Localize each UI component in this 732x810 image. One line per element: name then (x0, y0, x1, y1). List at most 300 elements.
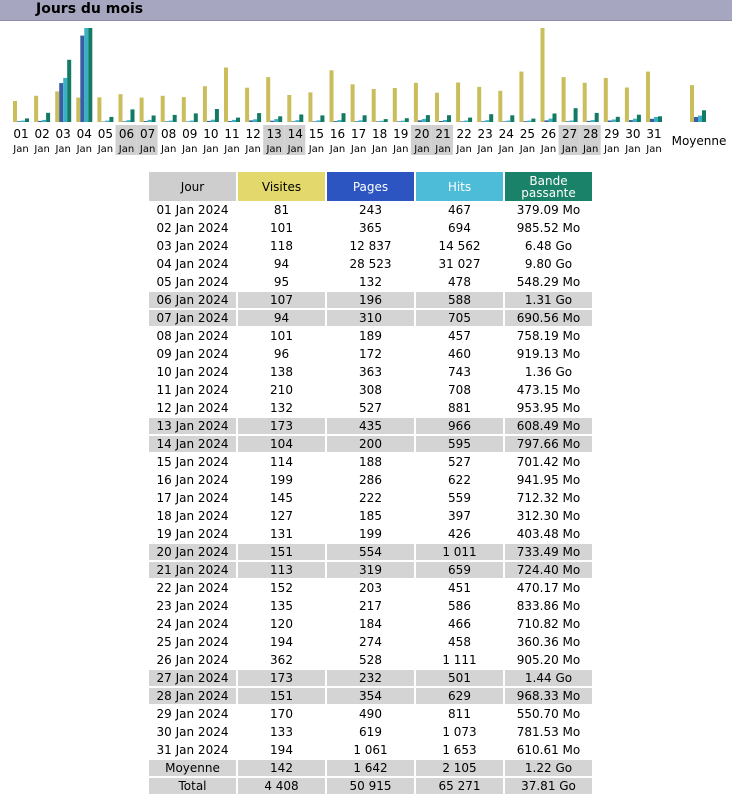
cell-visits: 101 (238, 328, 325, 346)
bar-visites (55, 91, 59, 122)
table-row (149, 616, 592, 634)
daily-stats-table (147, 171, 594, 796)
bar-visites (140, 98, 144, 122)
cell-hits: 1 011 (416, 544, 503, 562)
bar-hits (527, 121, 531, 122)
cell-bandwidth: 953.95 Mo (505, 400, 592, 418)
bar-hits (21, 121, 25, 122)
table-row (149, 328, 592, 346)
table-row (149, 202, 592, 220)
cell-hits: 705 (416, 310, 503, 328)
cell-visits: 133 (238, 724, 325, 742)
cell-hits: 451 (416, 580, 503, 598)
table-row (149, 256, 592, 274)
bar-hits (232, 120, 236, 122)
bar-bande (236, 118, 240, 122)
cell-visits: 104 (238, 436, 325, 454)
table-row (149, 688, 592, 706)
bar-pages (249, 120, 253, 122)
bar-visites (203, 86, 207, 122)
bar-visites (161, 96, 165, 122)
chart-svg (0, 21, 732, 156)
bar-pages (291, 121, 295, 122)
table-row (149, 598, 592, 616)
bar-bande (25, 118, 29, 122)
cell-pages: 28 523 (327, 256, 414, 274)
day-label: 08 (161, 127, 177, 141)
day-label: 25 (519, 127, 536, 141)
cell-hits: 478 (416, 274, 503, 292)
cell-visits: 95 (238, 274, 325, 292)
bar-hits (63, 78, 67, 122)
cell-pages: 203 (327, 580, 414, 598)
bar-visites (224, 68, 228, 123)
cell-day: 02 Jan 2024 (149, 220, 236, 238)
cell-day: 03 Jan 2024 (149, 238, 236, 256)
month-label: Jan (34, 144, 50, 155)
cell-pages: 199 (327, 526, 414, 544)
bar-hits (127, 120, 131, 122)
bar-pages (523, 121, 527, 122)
avg-bar-hits (698, 116, 702, 122)
cell-pages: 243 (327, 202, 414, 220)
cell-hits: 595 (416, 436, 503, 454)
bar-bande (278, 116, 282, 122)
cell-hits: 588 (416, 292, 503, 310)
bar-hits (591, 120, 595, 122)
month-label: Jan (13, 144, 29, 155)
cell-visits: 173 (238, 670, 325, 688)
month-label: Jan (329, 144, 346, 155)
cell-bandwidth: 360.36 Mo (505, 634, 592, 652)
day-label: 01 (13, 127, 29, 141)
cell-day: 21 Jan 2024 (149, 562, 236, 580)
col-header-bandwidth-line2: passante (521, 185, 576, 200)
bar-bande (194, 113, 198, 122)
bar-hits (380, 121, 384, 122)
day-label: 23 (477, 127, 493, 141)
bar-pages (312, 121, 316, 122)
cell-visits: 194 (238, 742, 325, 760)
bar-bande (320, 115, 324, 122)
cell-visits: 132 (238, 400, 325, 418)
day-label: 07 (139, 127, 156, 141)
bar-visites (245, 88, 249, 122)
cell-hits: 460 (416, 346, 503, 364)
cell-day: 22 Jan 2024 (149, 580, 236, 598)
cell-pages: 12 837 (327, 238, 414, 256)
cell-bandwidth: 905.20 Mo (505, 652, 592, 670)
month-label: Jan (456, 144, 472, 155)
col-header-bandwidth (505, 171, 592, 202)
cell-visits: 101 (238, 220, 325, 238)
cell-visits: 151 (238, 544, 325, 562)
cell-bandwidth: 781.53 Mo (505, 724, 592, 742)
bar-bande (405, 118, 409, 122)
month-label: Jan (393, 144, 409, 155)
table-row (149, 364, 592, 382)
bar-pages (334, 121, 338, 122)
bar-hits (422, 119, 426, 122)
month-label: Jan (308, 144, 325, 155)
bar-hits (253, 119, 257, 122)
bar-bande (46, 113, 50, 122)
bar-hits (190, 121, 194, 122)
bar-visites (330, 70, 334, 122)
bar-pages (608, 121, 612, 123)
avg-bar-visites (690, 85, 694, 122)
cell-visits: 199 (238, 472, 325, 490)
cell-hits: 629 (416, 688, 503, 706)
cell-bandwidth: 403.48 Mo (505, 526, 592, 544)
bar-bande (215, 109, 219, 122)
bar-bande (299, 115, 303, 123)
day-label: 30 (625, 127, 641, 141)
table-row (149, 292, 592, 310)
cell-bandwidth: 710.82 Mo (505, 616, 592, 634)
col-header-pages: Pages (327, 171, 414, 202)
bar-bande (67, 60, 71, 122)
cell-pages: 132 (327, 274, 414, 292)
cell-hits: 659 (416, 562, 503, 580)
cell-bandwidth: 9.80 Go (505, 256, 592, 274)
table-row (149, 490, 592, 508)
bar-pages (80, 36, 84, 122)
bar-pages (460, 121, 464, 122)
total-pages: 50 915 (327, 778, 414, 796)
cell-bandwidth: 473.15 Mo (505, 382, 592, 400)
bar-pages (186, 122, 190, 123)
cell-pages: 185 (327, 508, 414, 526)
day-label: 27 (561, 127, 578, 141)
bar-visites (372, 89, 376, 122)
bar-visites (287, 95, 291, 122)
cell-bandwidth: 608.49 Mo (505, 418, 592, 436)
day-label: 18 (372, 127, 388, 141)
day-label: 16 (329, 127, 346, 141)
day-label: 15 (308, 127, 325, 141)
day-label: 10 (203, 127, 219, 141)
cell-hits: 586 (416, 598, 503, 616)
cell-pages: 217 (327, 598, 414, 616)
cell-visits: 151 (238, 688, 325, 706)
month-label: Jan (224, 144, 240, 155)
bar-pages (123, 121, 127, 122)
cell-day: 24 Jan 2024 (149, 616, 236, 634)
average-label: Moyenne (149, 760, 236, 778)
day-label: 31 (646, 127, 662, 141)
cell-hits: 426 (416, 526, 503, 544)
cell-bandwidth: 379.09 Mo (505, 202, 592, 220)
bar-hits (401, 121, 405, 122)
cell-bandwidth: 1.36 Go (505, 364, 592, 382)
bar-hits (148, 120, 152, 122)
bar-bande (152, 116, 156, 123)
month-label: Jan (97, 144, 114, 155)
bar-bande (510, 115, 514, 122)
table-row (149, 436, 592, 454)
month-label: Jan (498, 144, 515, 155)
bar-bande (595, 113, 599, 122)
bar-pages (144, 121, 148, 122)
cell-bandwidth: 1.44 Go (505, 670, 592, 688)
cell-pages: 310 (327, 310, 414, 328)
cell-visits: 138 (238, 364, 325, 382)
bar-pages (397, 121, 401, 122)
total-bandwidth: 37.81 Go (505, 778, 592, 796)
cell-visits: 173 (238, 418, 325, 436)
bar-bande (574, 108, 578, 122)
bar-hits (633, 119, 637, 122)
table-row (149, 652, 592, 670)
bar-hits (464, 121, 468, 122)
table-row (149, 454, 592, 472)
cell-pages: 200 (327, 436, 414, 454)
bar-pages (355, 121, 359, 122)
cell-bandwidth: 470.17 Mo (505, 580, 592, 598)
bar-bande (342, 113, 346, 122)
cell-hits: 966 (416, 418, 503, 436)
table-row (149, 562, 592, 580)
table-row (149, 400, 592, 418)
cell-bandwidth: 733.49 Mo (505, 544, 592, 562)
cell-bandwidth: 985.52 Mo (505, 220, 592, 238)
bar-bande (447, 115, 451, 122)
bar-visites (351, 84, 355, 122)
bar-bande (257, 113, 261, 122)
bar-pages (228, 121, 232, 122)
bar-pages (165, 121, 169, 122)
bar-bande (131, 109, 135, 122)
bar-bande (658, 116, 662, 122)
bar-pages (566, 121, 570, 122)
table-row (149, 382, 592, 400)
cell-day: 14 Jan 2024 (149, 436, 236, 454)
day-label: 29 (604, 127, 620, 141)
avg-bar-bande (702, 110, 706, 122)
month-label: Jan (350, 144, 367, 155)
cell-hits: 397 (416, 508, 503, 526)
day-label: 19 (393, 127, 409, 141)
cell-visits: 135 (238, 598, 325, 616)
bar-bande (553, 114, 557, 123)
day-label: 22 (456, 127, 472, 141)
bar-visites (266, 77, 270, 122)
bar-visites (604, 78, 608, 122)
bar-visites (435, 93, 439, 122)
day-label: 21 (435, 127, 451, 141)
bar-pages (207, 121, 211, 122)
day-label: 12 (245, 127, 261, 141)
cell-day: 01 Jan 2024 (149, 202, 236, 220)
bar-pages (502, 121, 506, 122)
month-label: Jan (477, 144, 493, 155)
col-header-bandwidth-line1: Bande (529, 173, 568, 188)
day-label: 03 (55, 127, 71, 141)
daily-bar-chart (0, 21, 732, 156)
cell-day: 13 Jan 2024 (149, 418, 236, 436)
cell-day: 07 Jan 2024 (149, 310, 236, 328)
table-row (149, 670, 592, 688)
day-label: 13 (266, 127, 282, 141)
bar-hits (316, 120, 320, 122)
month-label: Jan (160, 144, 177, 155)
section-title: Jours du mois (36, 1, 144, 17)
cell-day: 20 Jan 2024 (149, 544, 236, 562)
cell-day: 17 Jan 2024 (149, 490, 236, 508)
bar-hits (359, 120, 363, 122)
cell-day: 30 Jan 2024 (149, 724, 236, 742)
bar-visites (498, 91, 502, 122)
average-label: Moyenne (671, 134, 727, 148)
cell-bandwidth: 701.42 Mo (505, 454, 592, 472)
month-label: Jan (371, 144, 388, 155)
cell-visits: 210 (238, 382, 325, 400)
bar-visites (583, 83, 587, 122)
cell-bandwidth: 548.29 Mo (505, 274, 592, 292)
bar-visites (541, 28, 545, 122)
month-label: Jan (604, 144, 620, 155)
cell-pages: 222 (327, 490, 414, 508)
day-label: 26 (540, 127, 557, 141)
total-label: Total (149, 778, 236, 796)
cell-bandwidth: 919.13 Mo (505, 346, 592, 364)
cell-bandwidth: 758.19 Mo (505, 328, 592, 346)
month-label: Jan (245, 144, 261, 155)
cell-pages: 1 061 (327, 742, 414, 760)
bar-visites (76, 98, 80, 122)
cell-visits: 113 (238, 562, 325, 580)
bar-bande (531, 119, 535, 122)
table-row (149, 238, 592, 256)
average-pages: 1 642 (327, 760, 414, 778)
bar-pages (439, 121, 443, 122)
bar-bande (88, 28, 92, 122)
bar-hits (274, 119, 278, 122)
cell-visits: 81 (238, 202, 325, 220)
bar-hits (570, 121, 574, 123)
bar-visites (97, 97, 101, 122)
table-row (149, 418, 592, 436)
table-row (149, 724, 592, 742)
cell-day: 12 Jan 2024 (149, 400, 236, 418)
bar-visites (393, 88, 397, 122)
bar-bande (426, 115, 430, 122)
day-label: 20 (414, 127, 430, 141)
table-row (149, 742, 592, 760)
day-label: 09 (182, 127, 198, 141)
cell-hits: 457 (416, 328, 503, 346)
col-header-hits: Hits (416, 171, 503, 202)
cell-visits: 114 (238, 454, 325, 472)
cell-visits: 170 (238, 706, 325, 724)
cell-bandwidth: 968.33 Mo (505, 688, 592, 706)
bar-visites (308, 92, 312, 122)
table-row (149, 526, 592, 544)
cell-visits: 145 (238, 490, 325, 508)
cell-hits: 501 (416, 670, 503, 688)
bar-visites (182, 97, 186, 122)
table-row (149, 634, 592, 652)
month-label: Jan (625, 144, 641, 155)
table-row (149, 544, 592, 562)
cell-day: 05 Jan 2024 (149, 274, 236, 292)
cell-pages: 490 (327, 706, 414, 724)
cell-hits: 14 562 (416, 238, 503, 256)
average-bandwidth: 1.22 Go (505, 760, 592, 778)
month-label: Jan (540, 144, 557, 155)
cell-day: 19 Jan 2024 (149, 526, 236, 544)
total-row (149, 778, 592, 796)
cell-pages: 354 (327, 688, 414, 706)
bar-hits (549, 119, 553, 122)
bar-pages (38, 121, 42, 122)
average-row (149, 760, 592, 778)
bar-pages (270, 121, 274, 122)
average-hits: 2 105 (416, 760, 503, 778)
table-row (149, 706, 592, 724)
cell-visits: 118 (238, 238, 325, 256)
cell-hits: 527 (416, 454, 503, 472)
month-label: Jan (519, 144, 536, 155)
bar-bande (384, 119, 388, 122)
bar-hits (443, 120, 447, 122)
bar-hits (506, 121, 510, 122)
cell-hits: 1 111 (416, 652, 503, 670)
cell-hits: 694 (416, 220, 503, 238)
cell-day: 18 Jan 2024 (149, 508, 236, 526)
cell-day: 10 Jan 2024 (149, 364, 236, 382)
bar-hits (84, 28, 88, 122)
cell-visits: 96 (238, 346, 325, 364)
bar-pages (481, 121, 485, 122)
cell-visits: 107 (238, 292, 325, 310)
bar-hits (338, 120, 342, 122)
total-hits: 65 271 (416, 778, 503, 796)
table-row (149, 220, 592, 238)
month-label: Jan (203, 144, 219, 155)
avg-bar-pages (694, 117, 698, 122)
cell-day: 16 Jan 2024 (149, 472, 236, 490)
cell-hits: 622 (416, 472, 503, 490)
cell-bandwidth: 312.30 Mo (505, 508, 592, 526)
bar-bande (109, 117, 113, 122)
month-label: Jan (266, 144, 282, 155)
cell-hits: 1 073 (416, 724, 503, 742)
cell-day: 25 Jan 2024 (149, 634, 236, 652)
cell-hits: 467 (416, 202, 503, 220)
cell-bandwidth: 941.95 Mo (505, 472, 592, 490)
cell-day: 09 Jan 2024 (149, 346, 236, 364)
cell-day: 04 Jan 2024 (149, 256, 236, 274)
bar-visites (456, 83, 460, 123)
cell-day: 11 Jan 2024 (149, 382, 236, 400)
cell-hits: 559 (416, 490, 503, 508)
day-label: 28 (583, 127, 599, 141)
day-label: 14 (287, 127, 303, 141)
bar-pages (17, 121, 21, 122)
cell-day: 26 Jan 2024 (149, 652, 236, 670)
cell-pages: 528 (327, 652, 414, 670)
month-label: Jan (414, 144, 430, 155)
month-label: Jan (561, 144, 578, 155)
day-label: 02 (34, 127, 50, 141)
cell-pages: 232 (327, 670, 414, 688)
cell-bandwidth: 1.31 Go (505, 292, 592, 310)
col-header-visits: Visites (238, 171, 325, 202)
bar-hits (105, 121, 109, 122)
cell-bandwidth: 724.40 Mo (505, 562, 592, 580)
